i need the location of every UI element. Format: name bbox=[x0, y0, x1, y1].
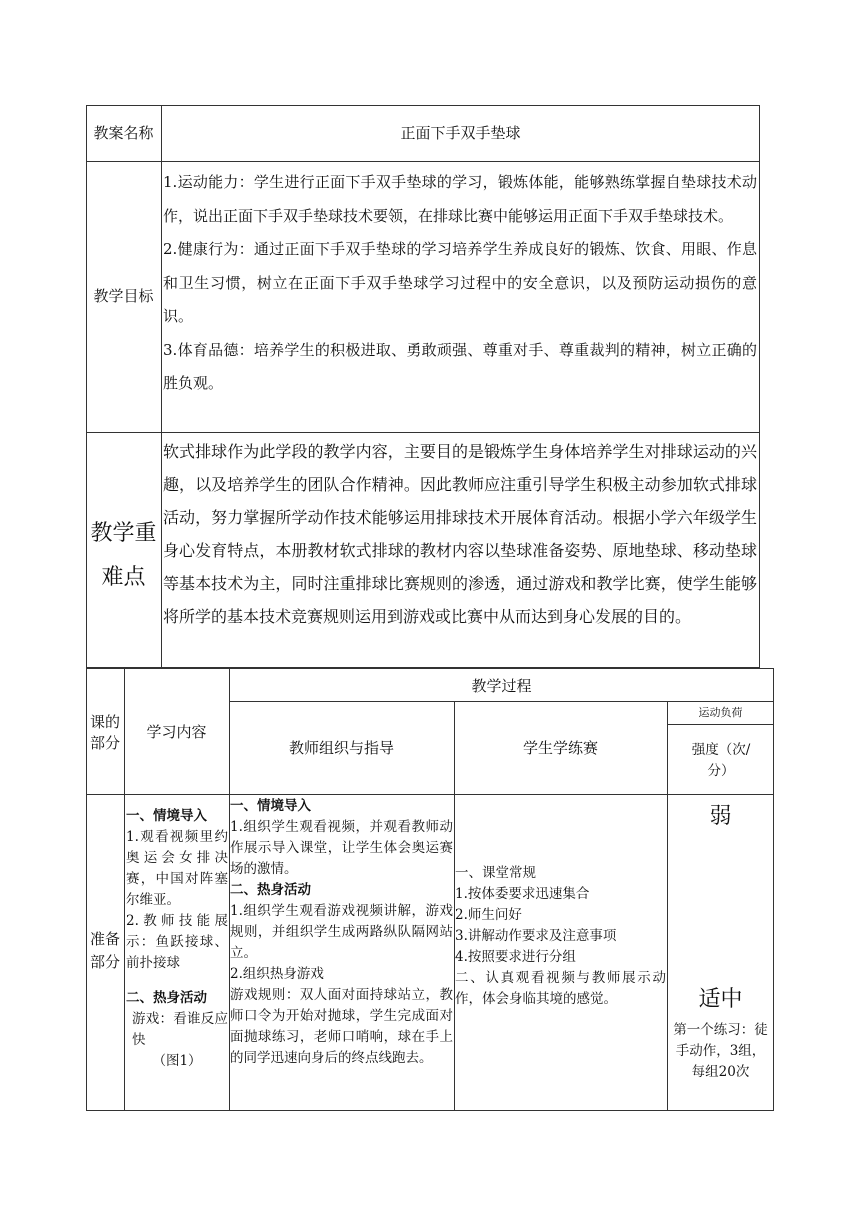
divider bbox=[229, 701, 774, 702]
student-cell bbox=[455, 863, 666, 1010]
content-text: 游戏：看谁反应快 bbox=[132, 1011, 228, 1048]
header-load: 运动负荷 bbox=[698, 706, 743, 719]
divider bbox=[667, 724, 774, 725]
student-text: 3.讲解动作要求及注意事项 bbox=[455, 928, 617, 944]
header-intensity: 强度（次/分） bbox=[691, 742, 751, 779]
header-section: 课的部分 bbox=[89, 713, 120, 752]
objective-item: 2.健康行为：通过正面下手双手垫球的学习培养学生养成良好的锻炼、饮食、用眼、作息和卫生习惯，树立在正面下手双手垫球学习过程中的安全意识，以及预防运动损伤的意识。 bbox=[163, 240, 757, 325]
figure-label: （图1） bbox=[152, 1053, 202, 1069]
teacher-heading: 一、情境导入 bbox=[230, 798, 311, 814]
intensity-note: 第一个练习：徒手动作，3组，每组20次 bbox=[673, 1022, 768, 1080]
plan-name-label: 教案名称 bbox=[93, 124, 154, 142]
teacher-text: 1.组织学生观看游戏视频讲解，游戏规则，并组织学生成两路纵队隔网站立。 bbox=[230, 903, 453, 961]
content-heading: 二、热身活动 bbox=[126, 990, 207, 1006]
divider bbox=[86, 794, 774, 795]
header-process: 教学过程 bbox=[471, 677, 532, 695]
plan-name-value: 正面下手双手垫球 bbox=[400, 124, 521, 142]
teacher-heading: 二、热身活动 bbox=[230, 882, 311, 898]
objective-item: 3.体育品德：培养学生的积极进取、勇敢顽强、尊重对手、尊重裁判的精神，树立正确的胜负观。 bbox=[163, 340, 757, 392]
divider bbox=[86, 161, 760, 162]
objectives-text bbox=[163, 166, 757, 401]
content-text: 2.教师技能展示：鱼跃接球、前扑接球 bbox=[126, 913, 228, 971]
key-points-text: 软式排球作为此学段的教学内容，主要目的是锻炼学生身体培养学生对排球运动的兴趣，以及培养学生的团队合作精神。因此教师应注重引导学生积极主动参加软式排球活动，努力掌握所学动作技术能够运用排球技术开展体育活动。根据小学六年级学生身心发育特点，本册教材软式排球的教材内容以垫球准备姿势、原地垫球、移动垫球等基本技术为主，同时注重排球比赛规则的渗透，通过游戏和教学比赛，使学生能够将所学的基本技术竞赛规则运用到游戏或比赛中从而达到身心发展的目的。 bbox=[163, 442, 757, 626]
teacher-text: 1.组织学生观看视频，并观看教师动作展示导入课堂，让学生体会奥运赛场的激情。 bbox=[230, 819, 453, 877]
divider bbox=[161, 105, 162, 668]
intensity-moderate: 适中 bbox=[698, 987, 743, 1012]
teacher-text: 游戏规则：双人面对面持球站立，教师口令为开始对抛球，学生完成面对面抛球练习，老师口哨响，球在手上的同学迅速向身后的终点线跑去。 bbox=[230, 987, 453, 1066]
content-heading: 一、情境导入 bbox=[126, 808, 207, 824]
student-text: 4.按照要求进行分组 bbox=[455, 949, 576, 965]
intensity-weak: 弱 bbox=[709, 804, 732, 829]
header-content: 学习内容 bbox=[146, 723, 207, 741]
objective-item: 1.运动能力：学生进行正面下手双手垫球的学习，锻炼体能，能够熟练掌握自垫球技术动作，说出正面下手双手垫球技术要领，在排球比赛中能够运用正面下手双手垫球技术。 bbox=[163, 173, 757, 225]
student-text: 二、认真观看视频与教师展示动作，体会身临其境的感觉。 bbox=[455, 970, 666, 1007]
divider bbox=[86, 432, 760, 433]
student-heading: 一、课堂常规 bbox=[455, 865, 536, 881]
header-student: 学生学练赛 bbox=[522, 739, 598, 757]
teacher-cell bbox=[230, 796, 453, 1069]
header-teacher: 教师组织与指导 bbox=[288, 739, 394, 757]
content-text: 1.观看视频里约奥运会女排决赛，中国对阵塞尔维亚。 bbox=[126, 829, 228, 908]
divider bbox=[667, 701, 668, 1111]
objectives-label: 教学目标 bbox=[93, 287, 154, 305]
student-text: 1.按体委要求迅速集合 bbox=[455, 886, 590, 902]
key-points-label: 教学重难点 bbox=[90, 521, 157, 590]
student-text: 2.师生问好 bbox=[455, 907, 522, 923]
content-cell bbox=[126, 806, 228, 1072]
teacher-text: 2.组织热身游戏 bbox=[230, 966, 324, 982]
section-name: 准备部分 bbox=[89, 930, 120, 971]
